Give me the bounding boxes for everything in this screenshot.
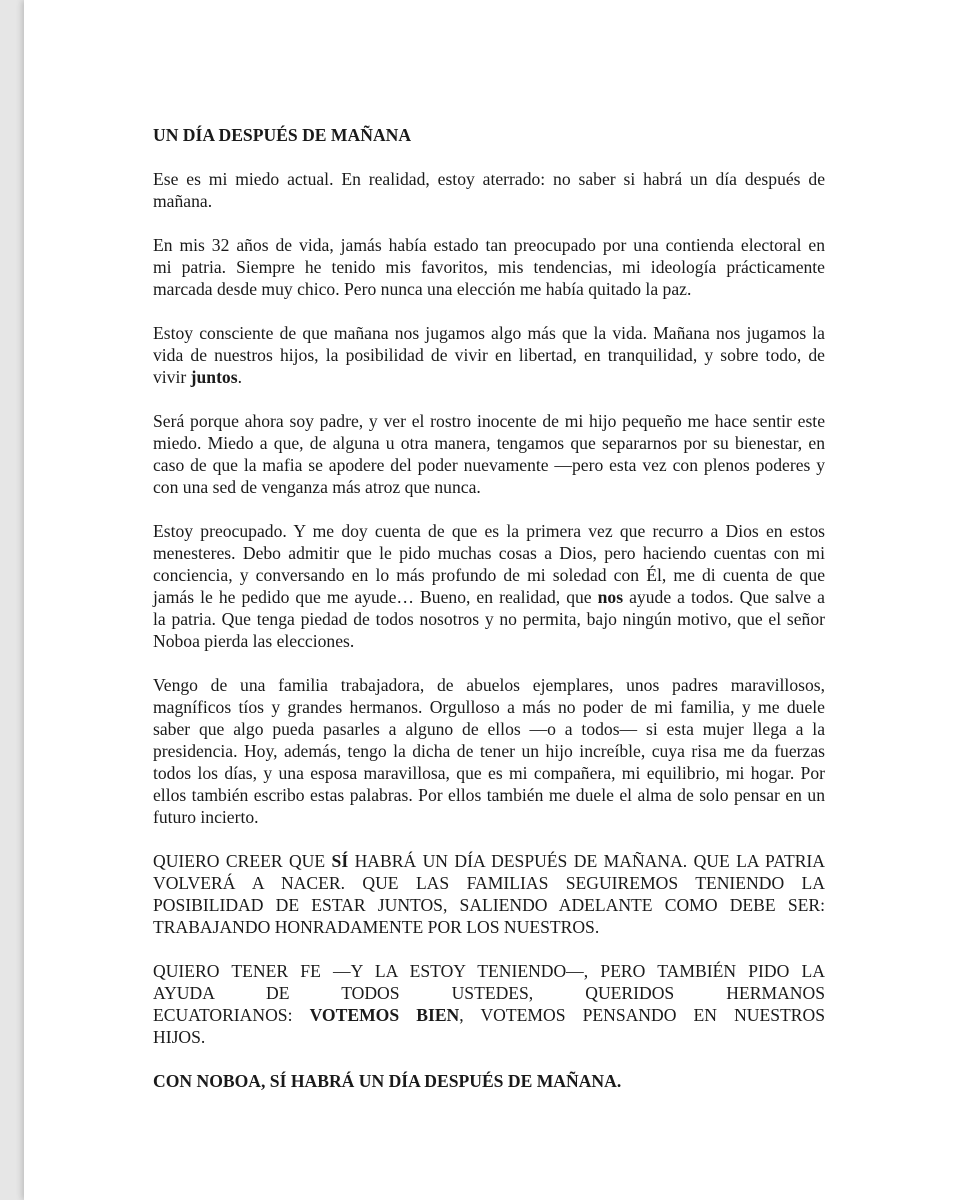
document-body <box>153 124 825 1114</box>
text-run: , VOTEMOS PENSANDO EN NUESTROS <box>459 1005 825 1025</box>
text-line <box>153 366 825 388</box>
text-run: QUIERO CREER QUE <box>153 851 332 871</box>
text-line: miedo. Miedo a que, de alguna u otra manera, tengamos que separarnos por su bienestar, en <box>153 433 825 453</box>
text-run: ayude a todos. Que salve a <box>623 587 825 607</box>
paragraph-6 <box>153 674 825 828</box>
text-line: mañana. <box>153 191 213 211</box>
bold-word-si: SÍ <box>331 851 349 871</box>
text-line: todos los días, y una esposa maravillosa, que es mi compañera, mi equilibrio, mi hogar. Por <box>153 763 825 783</box>
paragraph-3 <box>153 322 825 388</box>
text-line: Será porque ahora soy padre, y ver el rostro inocente de mi hijo pequeño me hace sentir este <box>153 411 825 431</box>
paragraph-4 <box>153 410 825 498</box>
text-line: caso de que la mafia se apodere del poder nuevamente —pero esta vez con plenos poderes y <box>153 455 825 475</box>
text-line: marcada desde muy chico. Pero nunca una elección me había quitado la paz. <box>153 279 692 299</box>
text-line: conciencia, y conversando en lo más profundo de mi soledad con Él, me di cuenta de que <box>153 565 825 585</box>
text-line: En mis 32 años de vida, jamás había estado tan preocupado por una contienda electoral en <box>153 235 825 255</box>
caps-paragraph-1 <box>153 850 825 938</box>
text-line: TRABAJANDO HONRADAMENTE POR LOS NUESTROS. <box>153 917 600 937</box>
text-line: menesteres. Debo admitir que le pido muchas cosas a Dios, pero haciendo cuentas con mi <box>153 543 825 563</box>
paragraph-2 <box>153 234 825 300</box>
text-line: Vengo de una familia trabajadora, de abuelos ejemplares, unos padres maravillosos, <box>153 675 825 695</box>
caps-paragraph-2 <box>153 960 825 1048</box>
document-title: UN DÍA DESPUÉS DE MAÑANA <box>153 125 412 145</box>
text-run: jamás le he pedido que me ayude… Bueno, en realidad, que <box>153 587 598 607</box>
text-line: ellos también escribo estas palabras. Por ellos también me duele el alma de solo pensar en un <box>153 785 825 805</box>
text-line: la patria. Que tenga piedad de todos nosotros y no permita, bajo ningún motivo, que el señor <box>153 609 825 629</box>
text-line: AYUDA DE TODOS USTEDES, QUERIDOS HERMANOS <box>153 983 825 1003</box>
text-line: vida de nuestros hijos, la posibilidad de vivir en libertad, en tranquilidad, y sobre todo, de <box>153 345 825 365</box>
text-line: POSIBILIDAD DE ESTAR JUNTOS, SALIENDO ADELANTE COMO DEBE SER: <box>153 895 825 915</box>
text-line: con una sed de venganza más atroz que nunca. <box>153 477 481 497</box>
bold-word-juntos: juntos <box>190 367 238 387</box>
bold-phrase-votemos-bien: VOTEMOS BIEN <box>309 1005 460 1025</box>
paragraph-5 <box>153 520 825 652</box>
text-line <box>153 850 825 872</box>
text-line: HIJOS. <box>153 1027 206 1047</box>
text-line: Ese es mi miedo actual. En realidad, estoy aterrado: no saber si habrá un día después de <box>153 169 825 189</box>
text-run: ECUATORIANOS: <box>153 1005 310 1025</box>
text-run: . <box>237 367 242 387</box>
text-line: saber que algo pueda pasarles a alguno de ellos —o a todos— si esta mujer llega a la <box>153 719 825 739</box>
text-run: HABRÁ UN DÍA DESPUÉS DE MAÑANA. QUE LA PATRIA <box>348 851 825 871</box>
text-line: presidencia. Hoy, además, tengo la dicha de tener un hijo increíble, cuya risa me da fuerzas <box>153 741 825 761</box>
text-line: VOLVERÁ A NACER. QUE LAS FAMILIAS SEGUIREMOS TENIENDO LA <box>153 873 825 893</box>
closing-statement: CON NOBOA, SÍ HABRÁ UN DÍA DESPUÉS DE MAÑANA. <box>153 1071 622 1091</box>
text-line: QUIERO TENER FE —Y LA ESTOY TENIENDO—, PERO TAMBIÉN PIDO LA <box>153 961 825 981</box>
text-line: mi patria. Siempre he tenido mis favoritos, mis tendencias, mi ideología prácticamente <box>153 257 825 277</box>
text-line <box>153 586 825 608</box>
bold-word-nos: nos <box>597 587 624 607</box>
text-line: Noboa pierda las elecciones. <box>153 631 355 651</box>
text-run: vivir <box>153 367 191 387</box>
text-line: Estoy consciente de que mañana nos jugamos algo más que la vida. Mañana nos jugamos la <box>153 323 825 343</box>
paragraph-1 <box>153 168 825 212</box>
text-line: magníficos tíos y grandes hermanos. Orgulloso a más no poder de mi familia, y me duele <box>153 697 825 717</box>
text-line: futuro incierto. <box>153 807 259 827</box>
text-line: Estoy preocupado. Y me doy cuenta de que es la primera vez que recurro a Dios en estos <box>153 521 825 541</box>
text-line <box>153 1004 825 1026</box>
document-page <box>24 0 978 1200</box>
